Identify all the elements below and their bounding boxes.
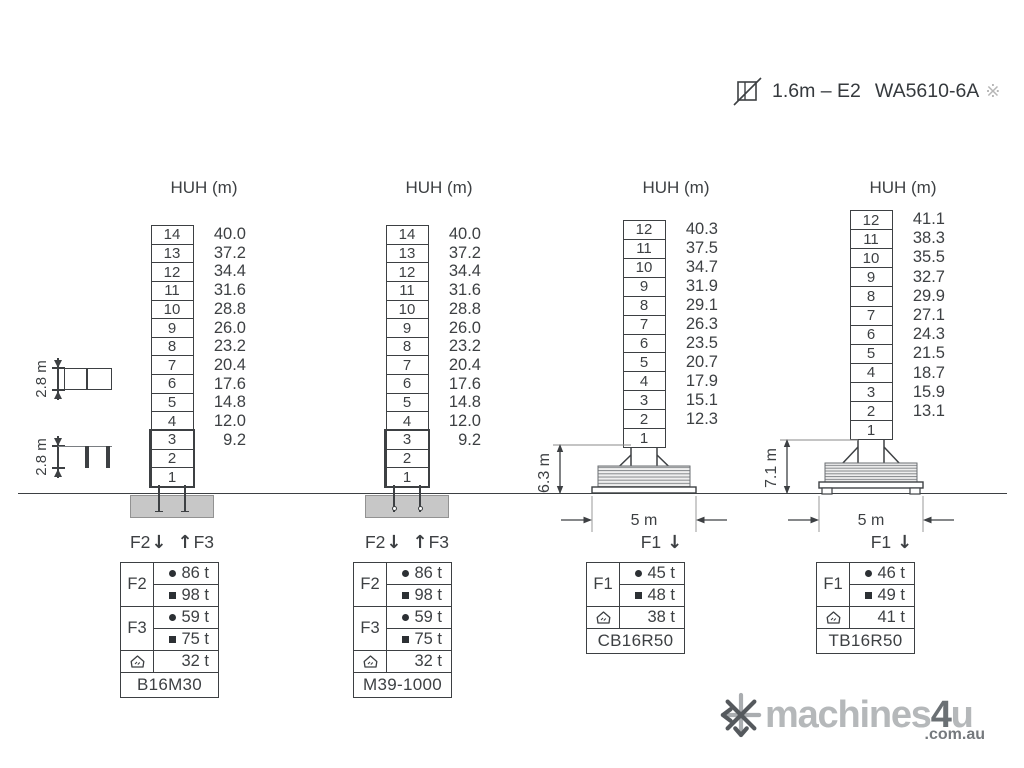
load-table	[586, 562, 685, 654]
load-value	[850, 584, 914, 606]
load-value	[154, 607, 218, 628]
huh-value: 14.8	[448, 393, 481, 412]
huh-value: 26.3	[685, 315, 718, 333]
legend-anchor-bar	[106, 446, 110, 468]
variant-header	[733, 76, 1000, 106]
anchor-foot	[155, 511, 163, 513]
force-case-label: F2	[354, 563, 387, 606]
force-labels	[327, 531, 487, 553]
ballast-icon	[817, 607, 850, 628]
load-value	[620, 584, 684, 606]
huh-value: 23.2	[448, 337, 481, 356]
huh-axis-label: HUH (m)	[405, 178, 473, 197]
force-values	[154, 563, 218, 606]
mast-section-2: 2	[387, 449, 428, 468]
down-arrow-icon: ↓	[151, 531, 167, 553]
load-value-text: 75 t	[181, 630, 209, 648]
load-value	[387, 563, 451, 584]
mast-section-4: 4	[152, 411, 193, 430]
ballast-row	[121, 650, 218, 672]
huh-value: 40.3	[685, 220, 718, 238]
huh-value: 17.6	[448, 374, 481, 393]
base-model-name: B16M30	[121, 672, 218, 697]
mast-section-7: 7	[624, 315, 665, 334]
mast-section-7: 7	[387, 355, 428, 374]
huh-value: 35.5	[912, 248, 945, 267]
legend-anchor-label: 2.8 m	[33, 438, 50, 476]
mast-section-8: 8	[851, 286, 892, 305]
circle-marker	[169, 614, 176, 621]
force-down-label: F1	[870, 531, 892, 552]
mast-section-5: 5	[387, 393, 428, 412]
force-up-label: F3	[428, 531, 450, 552]
mast-section-12: 12	[635, 221, 653, 239]
base-model-name: CB16R50	[587, 628, 684, 653]
circle-marker	[635, 570, 642, 577]
load-value-text: 98 t	[181, 586, 209, 604]
mast-section-2: 2	[851, 401, 892, 420]
svg-text:5 m: 5 m	[630, 512, 658, 529]
load-value-text: 86 t	[181, 564, 209, 582]
mast-section-2: 2	[152, 449, 193, 468]
huh-axis-label: HUH (m)	[170, 178, 238, 197]
down-arrow-icon: ↓	[667, 531, 683, 553]
table-row-group	[354, 606, 451, 650]
huh-value: 24.3	[912, 325, 945, 344]
load-value-text: 98 t	[414, 586, 442, 604]
mast-section-8: 8	[387, 337, 428, 356]
square-marker	[402, 592, 409, 599]
huh-value: 28.8	[448, 299, 481, 318]
huh-value: 37.5	[685, 239, 718, 257]
circle-marker	[402, 570, 409, 577]
huh-value: 26.0	[448, 318, 481, 337]
mast-section-13: 13	[387, 244, 428, 263]
mast-section-9: 9	[624, 277, 665, 296]
load-value	[620, 563, 684, 584]
force-case-label: F1	[587, 563, 620, 606]
huh-value: 13.1	[912, 402, 945, 420]
svg-text:7.1 m: 7.1 m	[763, 447, 780, 489]
load-value-text: 46 t	[877, 564, 905, 582]
mast-section-10: 10	[851, 248, 892, 267]
dim-arrowhead	[54, 391, 62, 399]
circle-marker	[402, 614, 409, 621]
load-value	[154, 628, 218, 650]
base-model-name: TB16R50	[817, 628, 914, 653]
load-value	[154, 563, 218, 584]
table-row-group	[121, 563, 218, 606]
force-values	[620, 563, 684, 606]
mast-section-14: 14	[398, 226, 416, 244]
table-row-group	[121, 606, 218, 650]
down-arrow-icon: ↓	[386, 531, 402, 553]
mast-section-1: 1	[387, 467, 428, 486]
mast-section-6: 6	[624, 334, 665, 353]
variant-spec: 1.6m – E2	[772, 79, 861, 102]
load-value	[387, 607, 451, 628]
mast-section-5: 5	[152, 393, 193, 412]
load-value-text: 75 t	[414, 630, 442, 648]
tower-mast	[850, 210, 893, 440]
huh-value: 9.2	[458, 430, 481, 449]
legend-anchor-bar	[85, 446, 89, 468]
tower-mast	[151, 225, 194, 487]
mast-section-3: 3	[152, 430, 193, 449]
huh-value: 26.0	[213, 318, 246, 337]
legend-mast-section-divider	[86, 368, 88, 390]
load-table	[120, 562, 219, 698]
svg-text:5 m: 5 m	[857, 512, 885, 529]
force-values	[387, 563, 451, 606]
ballast-value: 32 t	[414, 652, 442, 670]
force-up-label: F3	[193, 531, 215, 552]
down-arrow-icon: ↓	[897, 531, 913, 553]
huh-value: 17.9	[685, 372, 718, 390]
mast-section-4: 4	[387, 411, 428, 430]
mast-section-12: 12	[387, 262, 428, 281]
load-value-text: 48 t	[647, 586, 675, 604]
force-case-label: F2	[121, 563, 154, 606]
variant-model: WA5610-6A	[874, 79, 980, 102]
force-case-label: F3	[354, 607, 387, 650]
huh-value: 29.1	[685, 296, 718, 314]
table-row-group	[354, 563, 451, 606]
ballast-icon	[587, 607, 620, 628]
square-marker	[169, 636, 176, 643]
force-values	[154, 607, 218, 650]
huh-value: 15.9	[912, 382, 945, 401]
huh-value: 15.1	[685, 391, 718, 409]
logo-word: machines	[765, 694, 931, 736]
base-model-name: M39-1000	[354, 672, 451, 697]
mast-section-1: 1	[624, 428, 665, 447]
load-value-text: 59 t	[414, 608, 442, 626]
ballast-icon	[354, 651, 387, 672]
load-value	[850, 563, 914, 584]
mast-section-12: 12	[862, 211, 880, 229]
mast-section-13: 13	[152, 244, 193, 263]
mast-section-11: 11	[152, 281, 193, 300]
load-value	[154, 584, 218, 606]
force-down-label: F2	[129, 531, 151, 552]
load-value	[387, 584, 451, 606]
load-table	[816, 562, 915, 654]
huh-value: 23.2	[213, 337, 246, 356]
huh-value: 37.2	[213, 243, 246, 262]
huh-value: 20.4	[448, 355, 481, 374]
force-case-label: F3	[121, 607, 154, 650]
huh-value: 31.6	[448, 281, 481, 300]
legend-mast-section-icon	[64, 368, 112, 390]
mast-section-4: 4	[624, 371, 665, 390]
mast-section-10: 10	[624, 258, 665, 277]
huh-value: 40.0	[213, 225, 246, 243]
force-values	[850, 563, 914, 606]
ballast-row	[354, 650, 451, 672]
huh-value: 32.7	[912, 267, 945, 286]
force-down-label: F2	[364, 531, 386, 552]
machines4u-star-icon	[720, 692, 762, 738]
huh-value: 9.2	[223, 430, 246, 449]
huh-value: 20.7	[685, 353, 718, 371]
tower-system-icon	[733, 76, 763, 106]
svg-text:6.3 m: 6.3 m	[536, 452, 553, 494]
mast-section-14: 14	[163, 226, 181, 244]
huh-value: 23.5	[685, 334, 718, 352]
huh-value: 40.0	[448, 225, 481, 243]
dim-arrowhead	[54, 469, 62, 477]
mast-section-1: 1	[152, 467, 193, 486]
force-labels	[92, 531, 252, 553]
anchor-rod	[158, 485, 160, 512]
ballast-row	[817, 606, 914, 628]
load-value-text: 49 t	[877, 586, 905, 604]
ballast-value: 41 t	[877, 608, 905, 626]
mast-section-5: 5	[851, 344, 892, 363]
tower-mast	[623, 220, 666, 448]
mast-section-9: 9	[851, 267, 892, 286]
huh-value: 29.9	[912, 286, 945, 305]
huh-value: 18.7	[912, 363, 945, 382]
footnote-mark-icon: ※	[985, 80, 1001, 101]
huh-axis-label: HUH (m)	[869, 178, 937, 197]
huh-value: 34.4	[448, 262, 481, 281]
force-case-label: F1	[817, 563, 850, 606]
mast-section-3: 3	[624, 390, 665, 409]
up-arrow-icon: ↑	[177, 531, 193, 553]
mast-section-11: 11	[624, 239, 665, 258]
force-values	[387, 607, 451, 650]
mast-section-10: 10	[387, 300, 428, 319]
anchor-rod	[184, 485, 186, 512]
circle-marker	[169, 570, 176, 577]
huh-value: 20.4	[213, 355, 246, 374]
huh-value: 38.3	[912, 229, 945, 248]
load-value-text: 86 t	[414, 564, 442, 582]
load-table	[353, 562, 452, 698]
table-row-group	[817, 563, 914, 606]
square-marker	[865, 592, 872, 599]
load-value-text: 59 t	[181, 608, 209, 626]
mast-section-10: 10	[152, 300, 193, 319]
mast-section-8: 8	[152, 337, 193, 356]
foundation-block	[365, 495, 449, 518]
anchor-hook	[418, 506, 423, 511]
huh-value: 28.8	[213, 299, 246, 318]
huh-axis-label: HUH (m)	[642, 178, 710, 197]
up-arrow-icon: ↑	[412, 531, 428, 553]
mast-section-4: 4	[851, 363, 892, 382]
logo-suffix: u	[950, 694, 973, 736]
mast-section-6: 6	[851, 325, 892, 344]
huh-value: 21.5	[912, 344, 945, 363]
mast-section-3: 3	[387, 430, 428, 449]
mast-section-6: 6	[152, 374, 193, 393]
mast-section-9: 9	[152, 318, 193, 337]
huh-value: 34.4	[213, 262, 246, 281]
force-labels	[812, 531, 972, 553]
huh-value: 31.9	[685, 277, 718, 295]
huh-value: 17.6	[213, 374, 246, 393]
huh-value: 14.8	[213, 393, 246, 412]
dim-arrowhead	[54, 360, 62, 368]
square-marker	[169, 592, 176, 599]
ballast-icon	[121, 651, 154, 672]
mast-section-11: 11	[851, 229, 892, 248]
dim-arrowhead	[54, 438, 62, 446]
tower-mast	[386, 225, 429, 487]
mast-section-1: 1	[851, 420, 892, 439]
mast-section-8: 8	[624, 296, 665, 315]
mast-section-9: 9	[387, 318, 428, 337]
ballast-value: 32 t	[181, 652, 209, 670]
huh-value: 34.7	[685, 258, 718, 276]
anchor-hook	[392, 506, 397, 511]
mast-section-2: 2	[624, 409, 665, 428]
logo-domain: .com.au	[924, 726, 985, 743]
force-down-label: F1	[640, 531, 662, 552]
mast-section-7: 7	[851, 306, 892, 325]
huh-value: 12.0	[213, 412, 246, 431]
circle-marker	[865, 570, 872, 577]
legend-section-label: 2.8 m	[33, 360, 50, 398]
square-marker	[635, 592, 642, 599]
huh-value: 41.1	[912, 210, 945, 228]
foundation-block	[130, 495, 214, 518]
ballast-row	[587, 606, 684, 628]
force-labels	[582, 531, 742, 553]
load-value	[387, 628, 451, 650]
huh-value: 12.0	[448, 412, 481, 431]
mast-section-3: 3	[851, 382, 892, 401]
mast-section-7: 7	[152, 355, 193, 374]
square-marker	[402, 636, 409, 643]
huh-value: 31.6	[213, 281, 246, 300]
table-row-group	[587, 563, 684, 606]
load-value-text: 45 t	[647, 564, 675, 582]
ballast-value: 38 t	[647, 608, 675, 626]
mast-section-11: 11	[387, 281, 428, 300]
mast-section-6: 6	[387, 374, 428, 393]
huh-value: 37.2	[448, 243, 481, 262]
mast-section-12: 12	[152, 262, 193, 281]
logo-accent: 4	[930, 694, 951, 736]
anchor-foot	[181, 511, 189, 513]
huh-value: 27.1	[912, 306, 945, 324]
huh-value: 12.3	[685, 410, 718, 428]
mast-section-5: 5	[624, 352, 665, 371]
